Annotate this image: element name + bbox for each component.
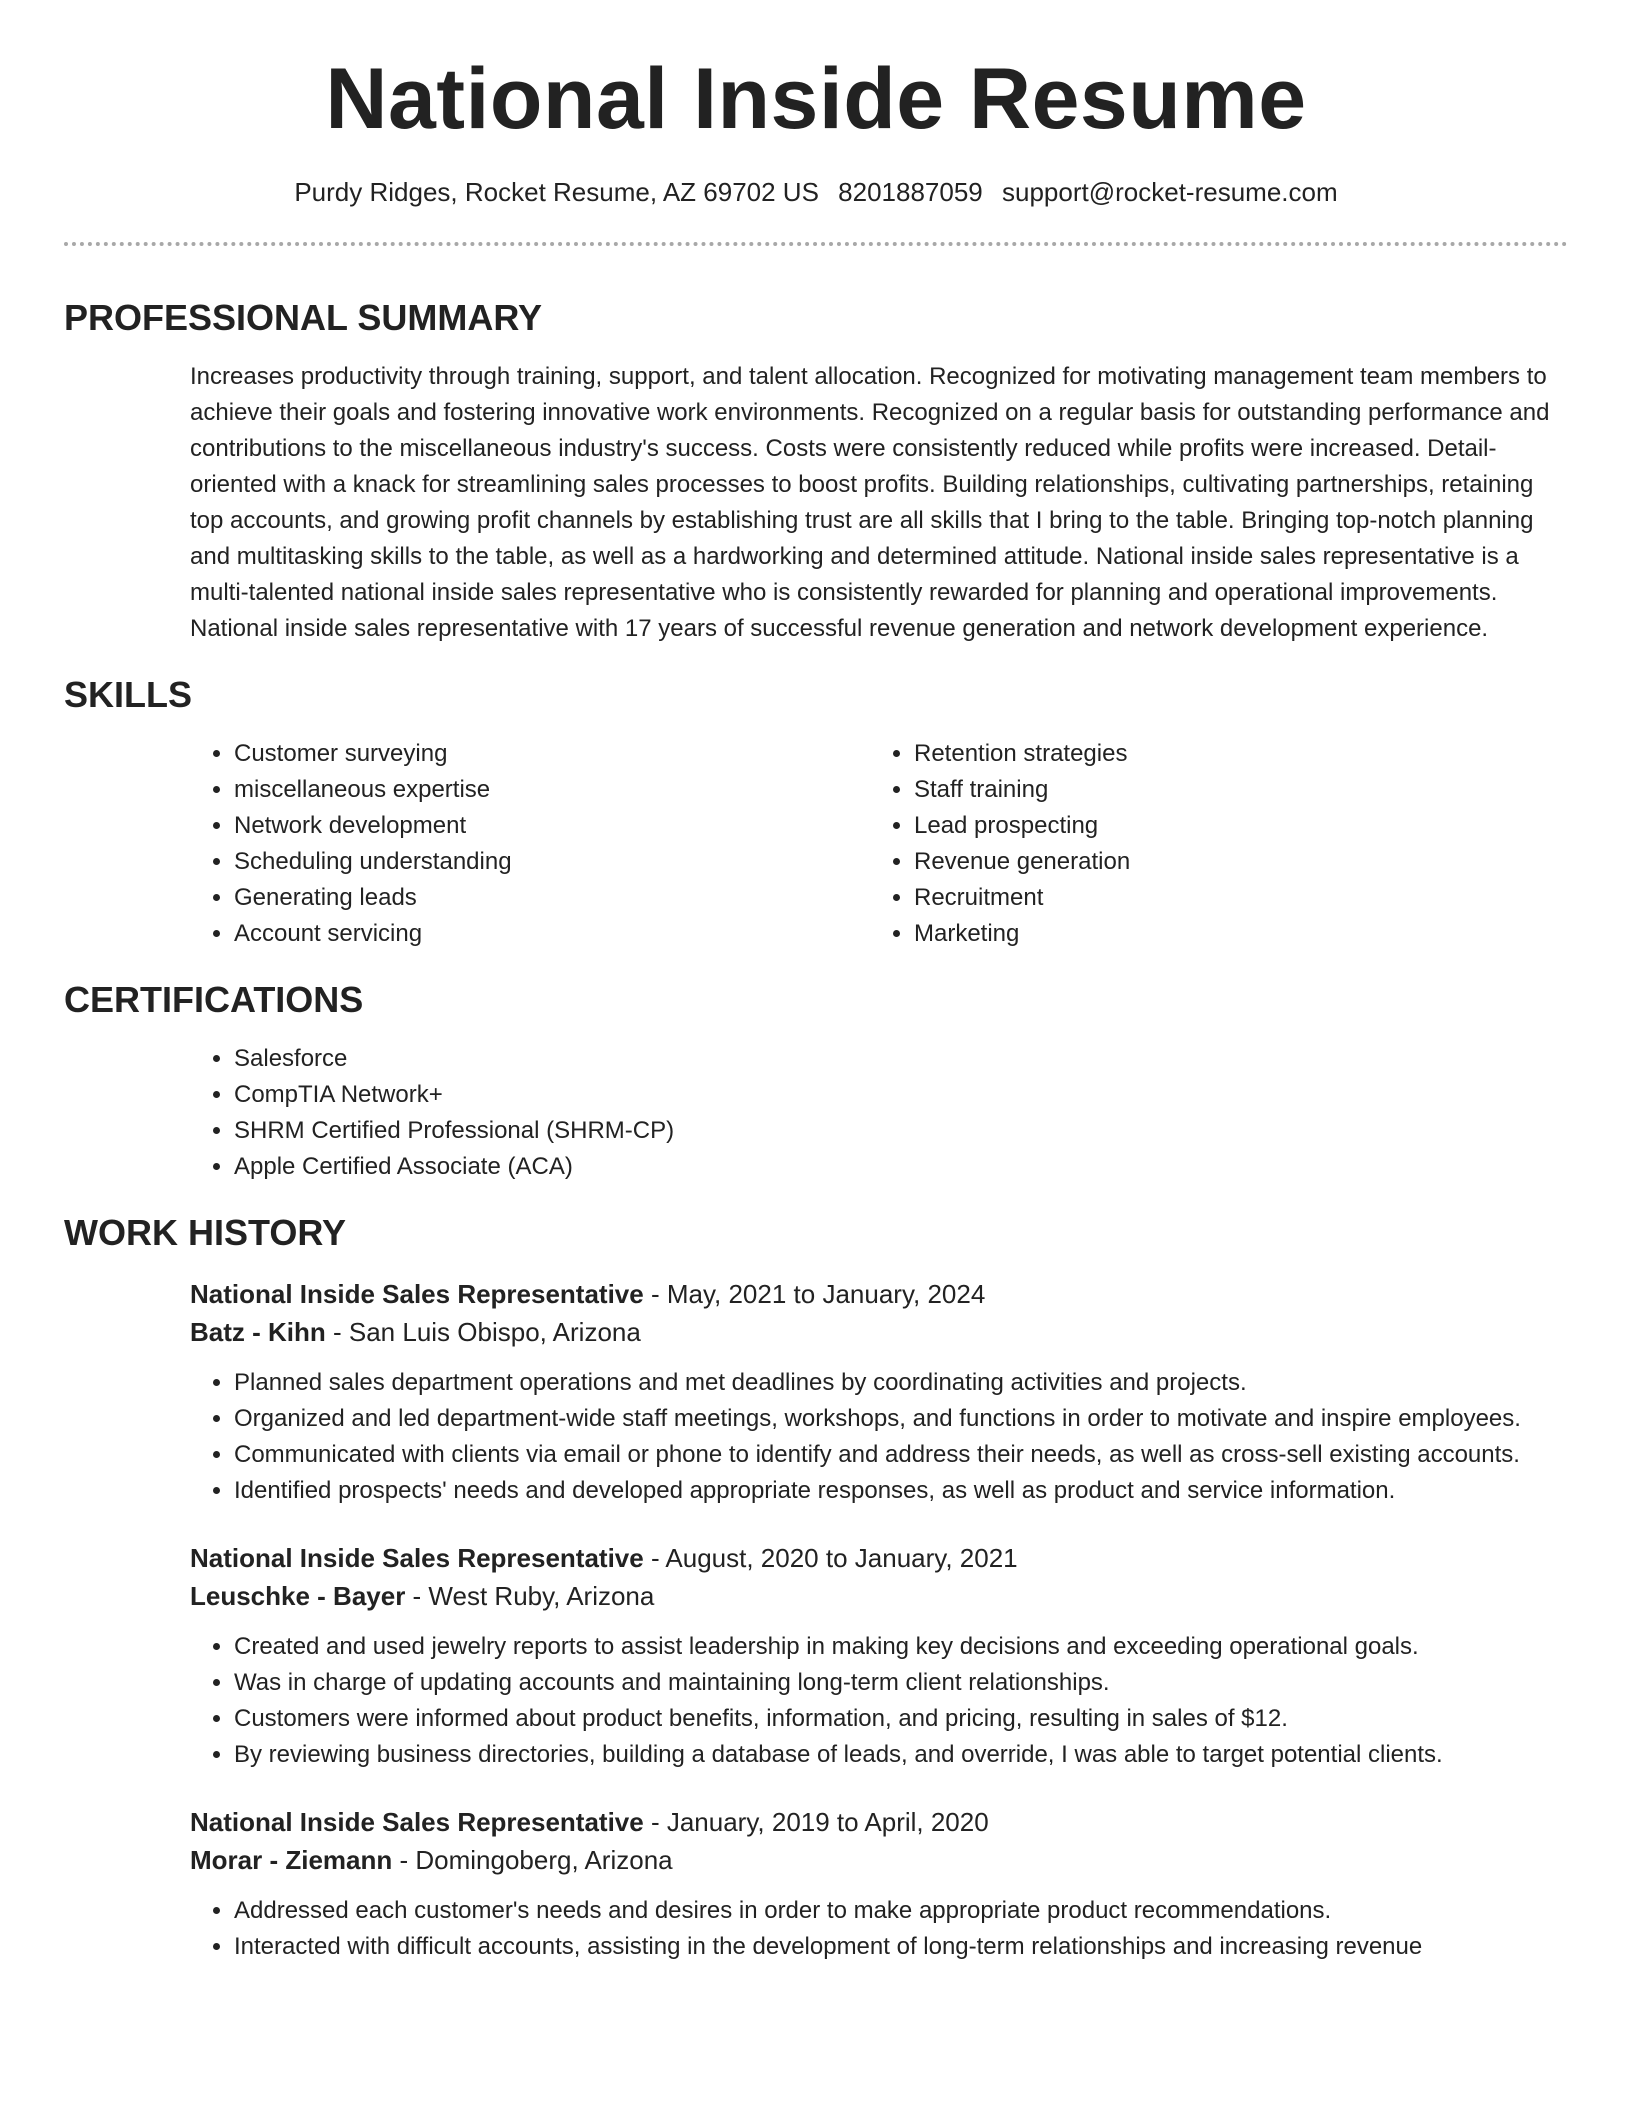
job-company: Batz - Kihn [190,1316,326,1347]
certification-item: • Salesforce [234,1041,1568,1077]
job-company: Morar - Ziemann [190,1844,393,1875]
certifications-section [64,978,1568,1185]
summary-body [190,359,1568,647]
skill-item: • Revenue generation [914,844,1550,880]
job-location: - Domingoberg, Arizona [392,1844,673,1875]
contact-email: support@rocket-resume.com [1002,176,1338,207]
certifications-heading: CERTIFICATIONS [64,979,364,1021]
summary-heading: PROFESSIONAL SUMMARY [64,296,543,338]
job-bullet: • Created and used jewelry reports to assist leadership in making key decisions and exceeding operational goals. [234,1629,1568,1665]
certifications-list [190,1041,1568,1185]
job-bullets [190,1365,1568,1509]
job-bullets [190,1629,1568,1773]
skills-body [190,736,1568,952]
job-bullet: • Was in charge of updating accounts and maintaining long-term client relationships. [234,1665,1568,1701]
certification-item: • SHRM Certified Professional (SHRM-CP) [234,1113,1568,1149]
job-location: - West Ruby, Arizona [405,1580,655,1611]
certification-item: • Apple Certified Associate (ACA) [234,1149,1568,1185]
job-entry [190,1275,1568,1509]
skills-list-left [190,736,870,952]
job-role: National Inside Sales Representative [190,1542,644,1573]
skill-item: • Marketing [914,916,1550,952]
resume-title: National Inside Resume [325,51,1307,147]
skills-column-left [190,736,870,952]
job-company-line [190,1841,1568,1879]
skills-section [64,673,1568,952]
summary-text: Increases productivity through training, support, and talent allocation. Recognized for motivating management team members to achieve their goals and fostering innovative work environments. Recognized on a regular basis for outstanding performance and contributions to the miscellaneous industry's success. Costs were consistently reduced while profits were increased. Detail-oriented with a knack for streamlining sales processes to boost profits. Building relationships, cultivating partnerships, retaining top accounts, and growing profit channels by establishing trust are all skills that I bring to the table. Bringing top-notch planning and multitasking skills to the table, as well as a hardworking and determined attitude. National inside sales representative is a multi-talented national inside sales representative who is consistently rewarded for planning and operational improvements. National inside sales representative with 17 years of successful revenue generation and network development experience. [190,362,1550,642]
skills-heading: SKILLS [64,673,193,715]
work-history-body [190,1275,1568,1965]
skill-item: • Account servicing [234,916,870,952]
job-dates: - January, 2019 to April, 2020 [643,1806,989,1837]
skill-item: • Network development [234,808,870,844]
job-entry [190,1803,1568,1965]
job-title-line [190,1539,1568,1577]
work-history-heading: WORK HISTORY [64,1212,347,1254]
job-bullet: • By reviewing business directories, building a database of leads, and override, I was able to target potential clients. [234,1737,1568,1773]
job-company-line [190,1577,1568,1615]
job-title-line [190,1275,1568,1313]
contact-phone: 8201887059 [838,176,983,207]
skill-item: • miscellaneous expertise [234,772,870,808]
job-location: - San Luis Obispo, Arizona [325,1316,641,1347]
summary-section [64,296,1568,647]
certifications-body [190,1041,1568,1185]
job-entry [190,1539,1568,1773]
skill-item: • Generating leads [234,880,870,916]
job-bullet: • Planned sales department operations and met deadlines by coordinating activities and projects. [234,1365,1568,1401]
job-company: Leuschke - Bayer [190,1580,406,1611]
contact-address: Purdy Ridges, Rocket Resume, AZ 69702 US [294,176,819,207]
job-role: National Inside Sales Representative [190,1806,644,1837]
skill-item: • Scheduling understanding [234,844,870,880]
skill-item: • Lead prospecting [914,808,1550,844]
skills-list-right [870,736,1550,952]
job-dates: - August, 2020 to January, 2021 [643,1542,1018,1573]
skills-column-right [870,736,1550,952]
job-role: National Inside Sales Representative [190,1278,644,1309]
job-company-line [190,1313,1568,1351]
work-history-section [64,1211,1568,1964]
job-bullet: • Customers were informed about product benefits, information, and pricing, resulting in sales of $12. [234,1701,1568,1737]
header-divider [64,242,1568,246]
skill-item: • Retention strategies [914,736,1550,772]
job-bullet: • Organized and led department-wide staff meetings, workshops, and functions in order to motivate and inspire employees. [234,1401,1568,1437]
job-bullet: • Interacted with difficult accounts, assisting in the development of long-term relationships and increasing revenue [234,1929,1568,1965]
skills-grid [190,736,1568,952]
job-bullet: • Communicated with clients via email or phone to identify and address their needs, as well as cross-sell existing accounts. [234,1437,1568,1473]
job-title-line [190,1803,1568,1841]
skill-item: • Recruitment [914,880,1550,916]
job-dates: - May, 2021 to January, 2024 [643,1278,986,1309]
resume-header [0,0,1632,208]
certification-item: • CompTIA Network+ [234,1077,1568,1113]
skill-item: • Staff training [914,772,1550,808]
contact-line [0,177,1632,208]
skill-item: • Customer surveying [234,736,870,772]
job-bullet: • Addressed each customer's needs and desires in order to make appropriate product recommendations. [234,1893,1568,1929]
job-bullet: • Identified prospects' needs and developed appropriate responses, as well as product and service information. [234,1473,1568,1509]
job-bullets [190,1893,1568,1965]
